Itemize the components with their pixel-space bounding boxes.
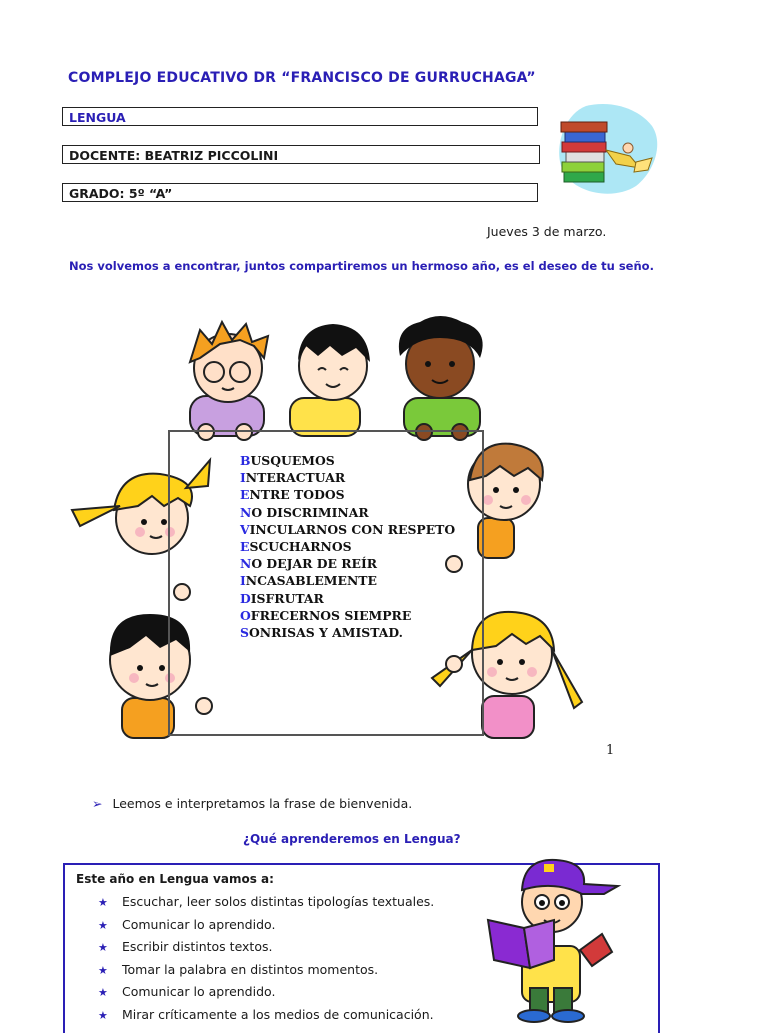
books-stack-illustration xyxy=(556,102,662,197)
school-title: COMPLEJO EDUCATIVO DR “FRANCISCO DE GURRUCHAGA” xyxy=(68,70,536,86)
list-item: ★ Escuchar, leer solos distintas tipologías textuales. xyxy=(98,891,434,914)
learning-goals-list xyxy=(98,891,434,1027)
page-number: 1 xyxy=(606,743,615,758)
learning-goals-heading: Este año en Lengua vamos a: xyxy=(76,872,274,886)
star-bullet-icon: ★ xyxy=(98,1008,108,1022)
arrow-bullet-icon: ➢ xyxy=(92,796,103,811)
list-item: ★ Escribir distintos textos. xyxy=(98,936,434,959)
acrostic-poem xyxy=(240,452,455,641)
star-bullet-icon: ★ xyxy=(98,918,108,932)
acrostic-line: VINCULARNOS CON RESPETO xyxy=(240,521,456,537)
acrostic-line: ESCUCHARNOS xyxy=(240,539,352,555)
list-item: ★ Comunicar lo aprendido. xyxy=(98,914,434,937)
acrostic-line: NO DEJAR DE REÍR xyxy=(240,556,378,572)
acrostic-line: NO DISCRIMINAR xyxy=(240,504,369,520)
acrostic-line: SONRISAS Y AMISTAD. xyxy=(240,625,403,641)
star-bullet-icon: ★ xyxy=(98,896,108,909)
list-item: ★ Tomar la palabra en distintos momentos. xyxy=(98,959,434,982)
acrostic-line: OFRECERNOS SIEMPRE xyxy=(240,607,412,623)
list-item: ★ Mirar críticamente a los medios de comunicación. xyxy=(98,1004,434,1027)
acrostic-line: ENTRE TODOS xyxy=(240,487,345,503)
read-instruction xyxy=(92,796,412,811)
subject-field: LENGUA xyxy=(62,107,538,126)
date-line: Jueves 3 de marzo. xyxy=(487,224,607,239)
acrostic-line: DISFRUTAR xyxy=(240,590,324,606)
welcome-message: Nos volvemos a encontrar, juntos compartiremos un hermoso año, es el deseo de tu seño. xyxy=(69,259,654,273)
star-bullet-icon: ★ xyxy=(98,963,108,977)
boy-reading-book-illustration xyxy=(484,850,624,1022)
grade-field: GRADO: 5º “A” xyxy=(62,183,538,202)
star-bullet-icon: ★ xyxy=(98,986,108,1000)
read-instruction-text: Leemos e interpretamos la frase de bienvenida. xyxy=(112,796,413,811)
list-item: ★ Comunicar lo aprendido. xyxy=(98,981,434,1004)
star-bullet-icon: ★ xyxy=(98,941,108,955)
acrostic-line: BUSQUEMOS xyxy=(240,453,335,468)
lesson-question: ¿Qué aprenderemos en Lengua? xyxy=(243,832,461,846)
acrostic-line: INTERACTUAR xyxy=(240,470,346,486)
acrostic-line: INCASABLEMENTE xyxy=(240,573,377,589)
teacher-field: DOCENTE: BEATRIZ PICCOLINI xyxy=(62,145,540,164)
